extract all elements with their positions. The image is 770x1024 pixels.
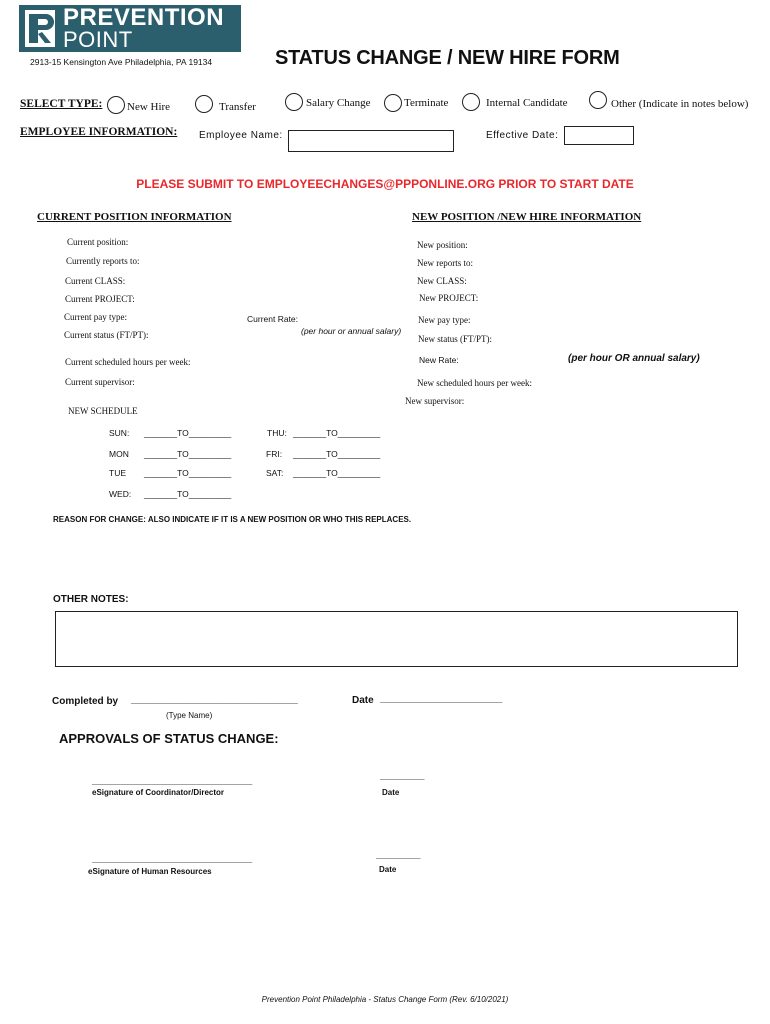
new-rate-label: New Rate: (419, 355, 459, 365)
current-rate-note: (per hour or annual salary) (301, 326, 402, 336)
radio-new-hire[interactable] (107, 96, 125, 114)
other-notes-field[interactable] (55, 611, 738, 667)
schedule-day-fri: FRI: (266, 449, 283, 459)
schedule-sat-hours[interactable]: _______TO_________ (293, 468, 381, 478)
coordinator-date-label: Date (382, 788, 400, 797)
select-type-label: SELECT TYPE: (20, 98, 103, 110)
schedule-day-thu: THU: (267, 428, 287, 438)
schedule-day-tue: TUE (109, 468, 126, 478)
logo-text-line1: PREVENTION (63, 4, 225, 31)
current-project-label: Current PROJECT: (65, 294, 135, 304)
current-rate-label: Current Rate: (247, 314, 299, 324)
new-schedule-heading: NEW SCHEDULE (68, 406, 138, 416)
current-pay-type-label: Current pay type: (64, 312, 127, 322)
effective-date-label: Effective Date: (486, 130, 559, 141)
current-supervisor-label: Current supervisor: (65, 377, 135, 387)
new-position-label: New position: (417, 240, 468, 250)
current-status-label: Current status (FT/PT): (64, 330, 149, 340)
schedule-sun-hours[interactable]: _______TO_________ (144, 428, 232, 438)
form-title: STATUS CHANGE / NEW HIRE FORM (275, 47, 620, 69)
new-hours-label: New scheduled hours per week: (417, 378, 532, 388)
schedule-fri-hours[interactable]: _______TO_________ (293, 449, 381, 459)
radio-salary-change[interactable] (285, 93, 303, 111)
completed-by-line[interactable]: ______________________________ (131, 694, 298, 705)
schedule-day-mon: MON (109, 449, 129, 459)
new-position-heading: NEW POSITION /NEW HIRE INFORMATION (412, 211, 642, 223)
current-reports-to-label: Currently reports to: (66, 256, 140, 266)
schedule-mon-hours[interactable]: _______TO_________ (144, 449, 232, 459)
new-pay-type-label: New pay type: (418, 315, 471, 325)
radio-terminate[interactable] (384, 94, 402, 112)
option-other-label: Other (Indicate in notes below) (611, 98, 749, 110)
radio-internal-candidate[interactable] (462, 93, 480, 111)
option-new-hire-label: New Hire (127, 101, 171, 113)
hr-date-label: Date (379, 865, 397, 874)
radio-transfer[interactable] (195, 95, 213, 113)
prevention-point-logo-icon (25, 10, 55, 47)
coordinator-signature-line[interactable]: ____________________________________ (92, 776, 253, 785)
new-supervisor-label: New supervisor: (405, 396, 465, 406)
completed-by-label: Completed by (52, 696, 119, 707)
reason-for-change-label: REASON FOR CHANGE: ALSO INDICATE IF IT IS A NEW POSITION OR WHO THIS REPLACES. (53, 515, 412, 524)
option-terminate-label: Terminate (404, 97, 449, 109)
new-project-label: New PROJECT: (419, 293, 479, 303)
new-class-label: New CLASS: (417, 276, 467, 286)
logo (19, 5, 241, 52)
option-salary-change-label: Salary Change (306, 97, 371, 109)
option-transfer-label: Transfer (219, 101, 256, 113)
hr-signature-label: eSignature of Human Resources (88, 867, 212, 876)
schedule-thu-hours[interactable]: _______TO_________ (293, 428, 381, 438)
employee-name-label: Employee Name: (199, 130, 283, 141)
completed-date-label: Date (352, 695, 374, 706)
radio-other[interactable] (589, 91, 607, 109)
current-position-label: Current position: (67, 237, 129, 247)
address: 2913-15 Kensington Ave Philadelphia, PA 19134 (30, 57, 213, 67)
hr-signature-line[interactable]: ____________________________________ (92, 854, 253, 863)
current-hours-label: Current scheduled hours per week: (65, 357, 191, 367)
schedule-day-wed: WED: (109, 489, 132, 499)
new-status-label: New status (FT/PT): (418, 334, 492, 344)
new-reports-to-label: New reports to: (417, 258, 473, 268)
submission-notice: PLEASE SUBMIT TO EMPLOYEECHANGES@PPPONLINE.ORG PRIOR TO START DATE (136, 177, 634, 191)
current-class-label: Current CLASS: (65, 276, 126, 286)
schedule-tue-hours[interactable]: _______TO_________ (144, 468, 232, 478)
hr-date-line[interactable]: __________ (376, 850, 421, 859)
form-footer: Prevention Point Philadelphia - Status Change Form (Rev. 6/10/2021) (261, 995, 509, 1004)
new-rate-note: (per hour OR annual salary) (568, 353, 700, 364)
schedule-wed-hours[interactable]: _______TO_________ (144, 489, 232, 499)
coordinator-date-line[interactable]: __________ (380, 771, 425, 780)
employee-name-field[interactable] (288, 130, 454, 152)
schedule-day-sun: SUN: (109, 428, 130, 438)
other-notes-label: OTHER NOTES: (53, 594, 129, 605)
schedule-day-sat: SAT: (266, 468, 284, 478)
employee-info-label: EMPLOYEE INFORMATION: (20, 126, 178, 138)
completed-date-line[interactable]: ______________________ (380, 693, 503, 704)
coordinator-signature-label: eSignature of Coordinator/Director (92, 788, 225, 797)
type-name-caption: (Type Name) (166, 711, 213, 720)
current-position-heading: CURRENT POSITION INFORMATION (37, 211, 232, 223)
logo-text-line2: POINT (63, 27, 133, 52)
approvals-heading: APPROVALS OF STATUS CHANGE: (59, 731, 279, 746)
option-internal-candidate-label: Internal Candidate (486, 97, 568, 109)
effective-date-field[interactable] (564, 126, 634, 145)
